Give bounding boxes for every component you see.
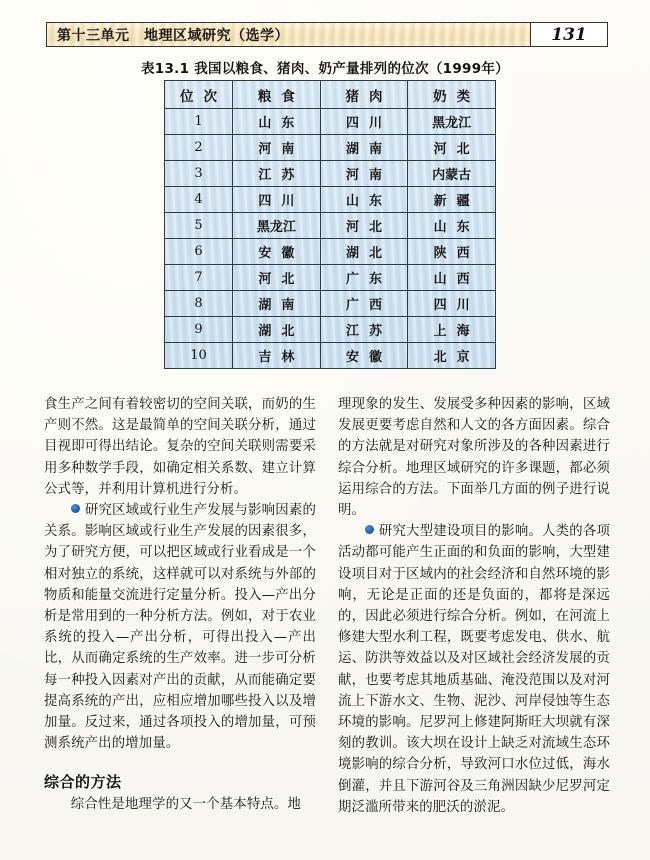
- grain-cell: 湖北: [233, 317, 321, 343]
- table-header-cell: 猪肉: [320, 81, 408, 109]
- pork-cell: 广西: [320, 291, 408, 317]
- pork-cell: 广东: [320, 265, 408, 291]
- table-row: [165, 343, 496, 369]
- rank-cell: 1: [165, 109, 233, 135]
- table-row: [165, 161, 496, 187]
- pork-cell: 湖北: [320, 239, 408, 265]
- grain-cell: 河北: [233, 265, 321, 291]
- dairy-cell: 四川: [408, 291, 496, 317]
- rank-cell: 7: [165, 265, 233, 291]
- running-head: [46, 22, 608, 47]
- pork-cell: 江苏: [320, 317, 408, 343]
- table-body: [165, 109, 496, 369]
- pork-cell: 安徽: [320, 343, 408, 369]
- rank-cell: 5: [165, 213, 233, 239]
- table-header-cell: 粮食: [233, 81, 321, 109]
- dairy-cell: 山西: [408, 265, 496, 291]
- table-row: [165, 317, 496, 343]
- grain-cell: 山东: [233, 109, 321, 135]
- rank-table: [164, 80, 496, 369]
- page-number: 131: [551, 24, 587, 45]
- right-bullet-paragraph: [338, 521, 610, 818]
- grain-cell: 江苏: [233, 161, 321, 187]
- left-continued-paragraph: 食生产之间有着较密切的空间关联，而奶的生产则不然。这是最简单的空间关联分析，通过目视即可得出结论。复杂的空间关联则需要采用多种数学手段，如确定相关系数、建立计算公式等，并利用计算机进行分析。: [44, 397, 316, 497]
- rank-table-wrapper: [164, 80, 496, 369]
- unit-title: 第十三单元 地理区域研究（选学）: [57, 27, 289, 44]
- left-bullet-text: 研究区域或行业生产发展与影响因素的关系。影响区域或行业生产发展的因素很多，为了研究方便，可以把区域或行业看成是一个相对独立的系统，这样就可以对系统与外部的物质和能量交流进行定量分析。投入—产出分析是常用到的一种分析方法。例如，对于农业系统的投入—产出分析，可得出投入—产出比，从而确定系统的生产效率。进一步可分析每一种投入因素对产出的贡献，从而能确定要提高系统的产出，应相应增加哪些投入以及增加量。反过来，通过各项投入的增加量，可预测系统产出的增加量。: [44, 503, 316, 752]
- pork-cell: 四川: [320, 109, 408, 135]
- section-heading: 综合的方法: [44, 773, 122, 792]
- table-header-cell: 位次: [165, 81, 233, 109]
- grain-cell: 河南: [233, 135, 321, 161]
- rank-cell: 4: [165, 187, 233, 213]
- rank-cell: 3: [165, 161, 233, 187]
- dairy-cell: 河北: [408, 135, 496, 161]
- left-column: [44, 394, 316, 818]
- dairy-cell: 内蒙古: [408, 161, 496, 187]
- body-columns: [44, 394, 610, 818]
- table-row: [165, 109, 496, 135]
- table-header-row: [165, 81, 496, 109]
- table-row: [165, 213, 496, 239]
- table-caption: 表13.1 我国以粮食、猪肉、奶产量排列的位次（1999年）: [140, 61, 510, 77]
- pork-cell: 河南: [320, 161, 408, 187]
- dairy-cell: 上海: [408, 317, 496, 343]
- grain-cell: 湖南: [233, 291, 321, 317]
- left-bullet-paragraph: [44, 500, 316, 754]
- right-column: [338, 394, 610, 818]
- left-section-paragraph: 综合性是地理学的又一个基本特点。地: [70, 797, 301, 813]
- rank-cell: 8: [165, 291, 233, 317]
- pork-cell: 山东: [320, 187, 408, 213]
- rank-cell: 10: [165, 343, 233, 369]
- rank-cell: 6: [165, 239, 233, 265]
- running-head-bar: [46, 22, 530, 47]
- dairy-cell: 新疆: [408, 187, 496, 213]
- dairy-cell: 北京: [408, 343, 496, 369]
- table-header-cell: 奶类: [408, 81, 496, 109]
- pork-cell: 湖南: [320, 135, 408, 161]
- dairy-cell: 黑龙江: [408, 109, 496, 135]
- table-row: [165, 135, 496, 161]
- bullet-dot-icon: [71, 504, 80, 513]
- rank-cell: 9: [165, 317, 233, 343]
- page-number-box: [530, 22, 608, 47]
- grain-cell: 黑龙江: [233, 213, 321, 239]
- dairy-cell: 陕西: [408, 239, 496, 265]
- grain-cell: 四川: [233, 187, 321, 213]
- pork-cell: 河北: [320, 213, 408, 239]
- table-row: [165, 265, 496, 291]
- table-row: [165, 239, 496, 265]
- table-row: [165, 291, 496, 317]
- right-bullet-text: 研究大型建设项目的影响。人类的各项活动都可能产生正面的和负面的影响，大型建设项目对于区域内的社会经济和自然环境的影响，无论是正面的还是负面的，都将是深远的，因此必须进行综合分析。例如，在河流上修建大型水利工程，既要考虑发电、供水、航运、防洪等效益以及对区域社会经济发展的贡献，也要考虑其地质基础、淹没范围以及对河流上下游水文、生物、泥沙、河岸侵蚀等生态环境的影响。尼罗河上修建阿斯旺大坝就有深刻的教训。该大坝在设计上缺乏对流域生态环境影响的综合分析，导致河口水位过低，海水倒灌，并且下游河谷及三角洲因缺少尼罗河定期泛滥所带来的肥沃的淤泥。: [338, 524, 610, 815]
- grain-cell: 吉林: [233, 343, 321, 369]
- rank-cell: 2: [165, 135, 233, 161]
- dairy-cell: 山东: [408, 213, 496, 239]
- right-continued-paragraph: 理现象的发生、发展受多种因素的影响，区域发展更要考虑自然和人文的各方面因素。综合的方法就是对研究对象所涉及的各种因素进行综合分析。地理区域研究的许多课题，都必须运用综合的方法。下面举几方面的例子进行说明。: [338, 397, 610, 519]
- bullet-dot-icon: [365, 525, 374, 534]
- table-row: [165, 187, 496, 213]
- grain-cell: 安徽: [233, 239, 321, 265]
